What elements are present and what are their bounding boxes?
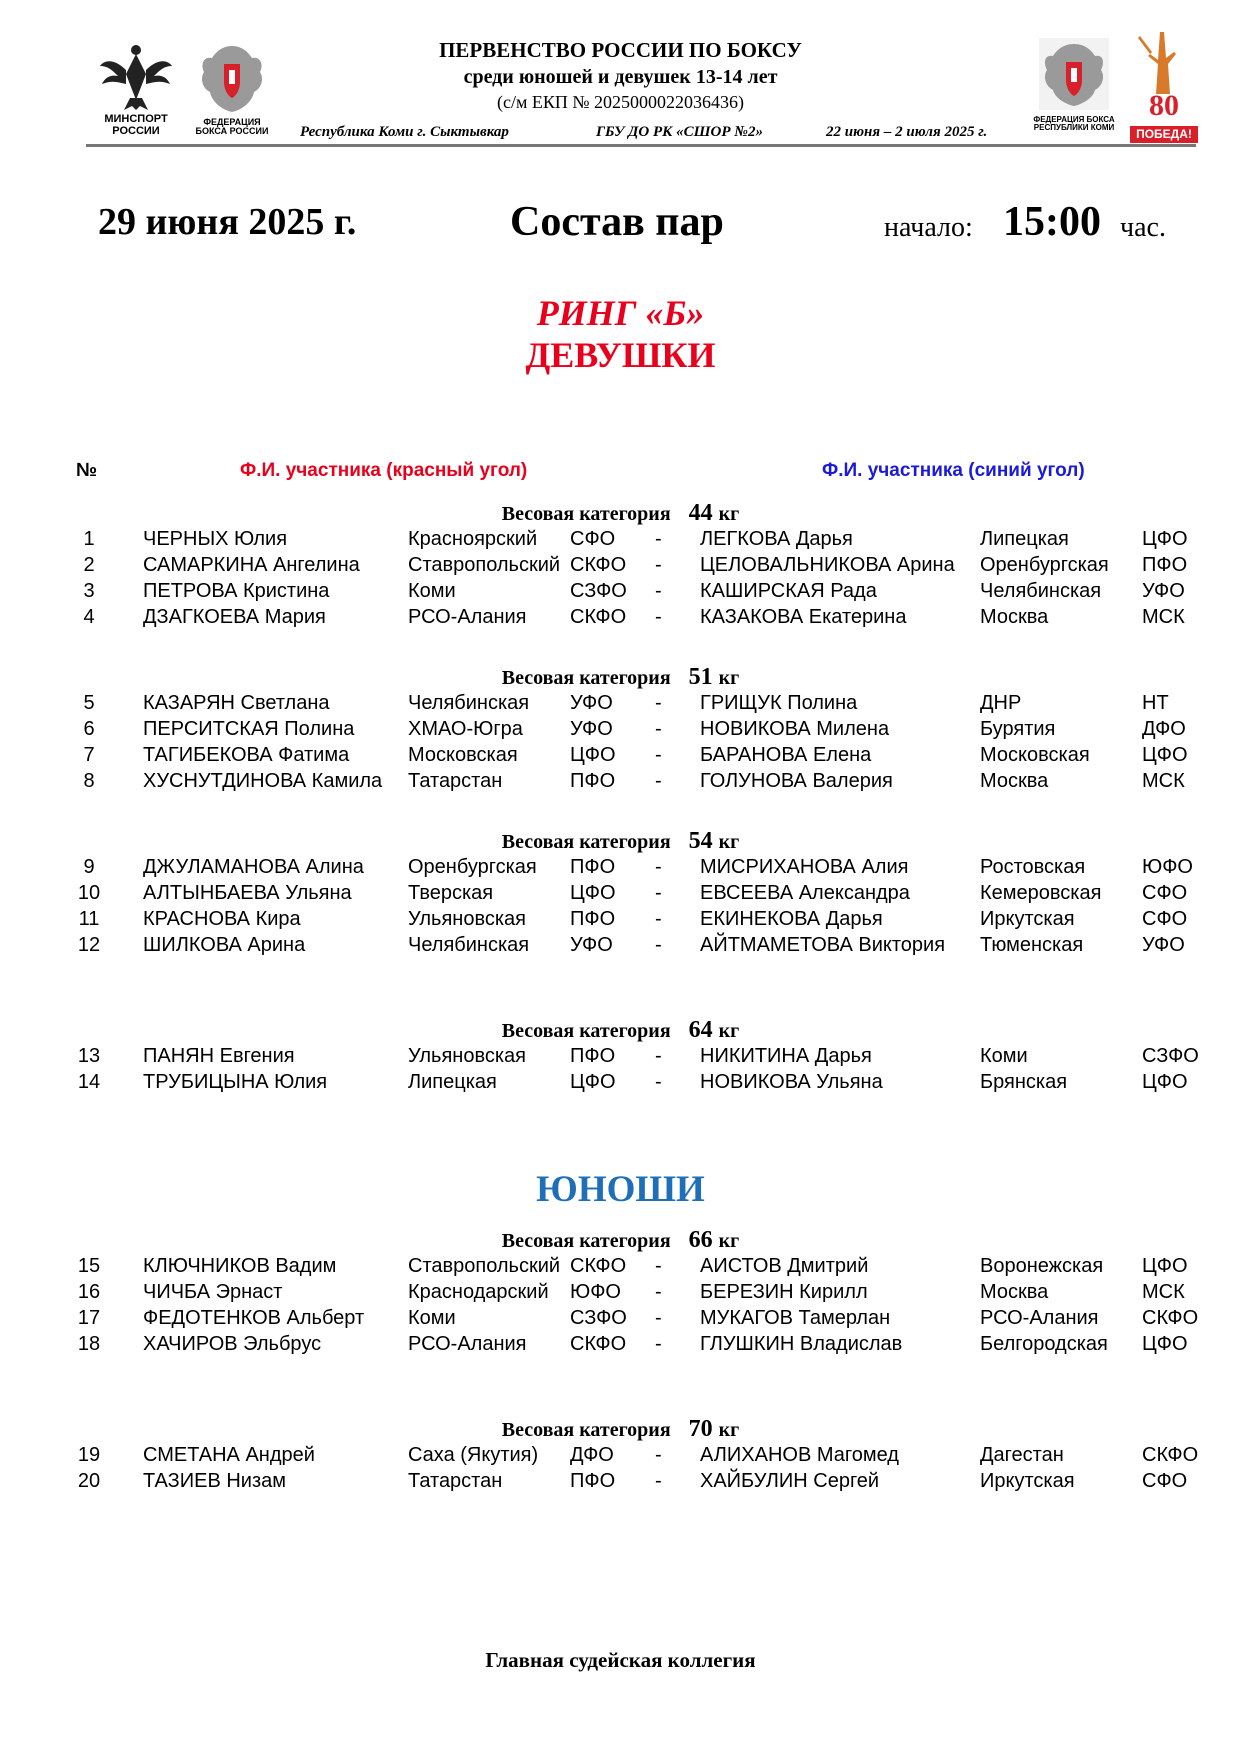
championship-subtitle: среди юношей и девушек 13-14 лет xyxy=(463,66,778,88)
weight-category-value: 44 xyxy=(688,500,713,526)
red-corner-name: ТРУБИЦЫНА Юлия xyxy=(143,1071,328,1093)
blue-corner-district: ЦФО xyxy=(1142,1333,1188,1355)
bout-number: 8 xyxy=(83,770,95,792)
red-corner-region: РСО-Алания xyxy=(408,606,527,628)
blue-corner-region: ДНР xyxy=(980,692,1022,714)
red-corner-name: КРАСНОВА Кира xyxy=(143,908,301,930)
vs-separator: - xyxy=(655,1444,662,1466)
red-corner-district: ПФО xyxy=(570,908,616,930)
vs-separator: - xyxy=(655,580,662,602)
red-corner-region: Тверская xyxy=(408,882,494,904)
red-corner-district: УФО xyxy=(570,934,613,956)
red-corner-name: ТАГИБЕКОВА Фатима xyxy=(143,744,350,766)
blue-corner-name: МУКАГОВ Тамерлан xyxy=(700,1307,891,1329)
blue-corner-name: АИСТОВ Дмитрий xyxy=(700,1255,869,1277)
vs-separator: - xyxy=(655,1333,662,1355)
bout-number: 6 xyxy=(83,718,95,740)
bout-number: 7 xyxy=(83,744,95,766)
blue-corner-district: НТ xyxy=(1142,692,1169,714)
page-title: Состав пар xyxy=(510,199,724,245)
bout-number: 1 xyxy=(83,528,95,550)
weight-category-value: 54 xyxy=(688,828,713,854)
red-corner-name: САМАРКИНА Ангелина xyxy=(143,554,360,576)
start-time: 15:00 xyxy=(1003,199,1101,245)
blue-corner-region: Дагестан xyxy=(980,1444,1064,1466)
bout-number: 11 xyxy=(78,908,100,930)
red-corner-district: ДФО xyxy=(570,1444,614,1466)
blue-corner-name: НОВИКОВА Ульяна xyxy=(700,1071,883,1093)
blue-corner-district: ЮФО xyxy=(1142,856,1193,878)
bout-row xyxy=(0,1307,1241,1333)
blue-corner-name: ГОЛУНОВА Валерия xyxy=(700,770,893,792)
vs-separator: - xyxy=(655,554,662,576)
komi-federation-caption: ФЕДЕРАЦИЯ БОКСА РЕСПУБЛИКИ КОМИ xyxy=(1033,115,1115,133)
red-corner-region: ХМАО-Югра xyxy=(408,718,523,740)
weight-category-label: Весовая категория xyxy=(501,1020,671,1042)
blue-corner-region: Москва xyxy=(980,606,1049,628)
bout-row xyxy=(0,528,1241,554)
weight-unit: кг xyxy=(718,1419,740,1441)
red-corner-district: СКФО xyxy=(570,1255,627,1277)
blue-corner-district: УФО xyxy=(1142,934,1185,956)
vs-separator: - xyxy=(655,1045,662,1067)
red-corner-district: ПФО xyxy=(570,1045,616,1067)
blue-corner-district: ЦФО xyxy=(1142,1071,1188,1093)
weight-category-label: Весовая категория xyxy=(501,667,671,689)
weight-category-label: Весовая категория xyxy=(501,1419,671,1441)
blue-corner-name: БАРАНОВА Елена xyxy=(700,744,872,766)
red-corner-district: СЗФО xyxy=(570,1307,627,1329)
weight-category-label: Весовая категория xyxy=(501,831,671,853)
minsport-caption: МИНСПОРТ РОССИИ xyxy=(104,113,168,137)
red-corner-district: ЦФО xyxy=(570,882,616,904)
bout-row xyxy=(0,554,1241,580)
weight-category-header xyxy=(0,1227,1241,1254)
blue-corner-region: Челябинская xyxy=(980,580,1102,602)
vs-separator: - xyxy=(655,692,662,714)
red-corner-name: ДЗАГКОЕВА Мария xyxy=(143,606,326,628)
ekp-number: (с/м ЕКП № 2025000022036436) xyxy=(496,92,745,112)
bout-row xyxy=(0,1045,1241,1071)
red-corner-name: ДЖУЛАМАНОВА Алина xyxy=(143,856,364,878)
blue-corner-district: УФО xyxy=(1142,580,1185,602)
bout-number: 14 xyxy=(77,1071,101,1093)
red-corner-name: СМЕТАНА Андрей xyxy=(143,1444,315,1466)
weight-unit: кг xyxy=(718,667,740,689)
blue-corner-region: Иркутская xyxy=(980,1470,1075,1492)
blue-corner-region: Коми xyxy=(980,1045,1028,1067)
bout-row xyxy=(0,718,1241,744)
blue-corner-region: Белгородская xyxy=(980,1333,1108,1355)
bout-row xyxy=(0,1255,1241,1281)
blue-corner-region: Бурятия xyxy=(980,718,1056,740)
blue-corner-name: ГЛУШКИН Владислав xyxy=(700,1333,903,1355)
bout-row xyxy=(0,1333,1241,1359)
competition-date: 29 июня 2025 г. xyxy=(98,201,357,243)
start-label: начало: xyxy=(884,212,973,243)
blue-corner-district: ДФО xyxy=(1142,718,1186,740)
red-corner-district: СЗФО xyxy=(570,580,627,602)
weight-category-value: 70 xyxy=(688,1416,713,1442)
red-corner-region: Липецкая xyxy=(408,1071,497,1093)
weight-unit: кг xyxy=(718,831,740,853)
bout-number: 15 xyxy=(77,1255,101,1277)
blue-corner-name: НИКИТИНА Дарья xyxy=(700,1045,872,1067)
vs-separator: - xyxy=(655,908,662,930)
vs-separator: - xyxy=(655,1071,662,1093)
weight-unit: кг xyxy=(718,1020,740,1042)
weight-category-value: 64 xyxy=(688,1017,713,1043)
venue-text: ГБУ ДО РК «СШОР №2» xyxy=(596,124,763,140)
bout-row xyxy=(0,580,1241,606)
vs-separator: - xyxy=(655,718,662,740)
weight-category-header xyxy=(0,1416,1241,1443)
vs-separator: - xyxy=(655,1281,662,1303)
red-corner-name: ФЕДОТЕНКОВ Альберт xyxy=(143,1307,365,1329)
vs-separator: - xyxy=(655,934,662,956)
bout-number: 18 xyxy=(77,1333,101,1355)
column-red-corner: Ф.И. участника (красный угол) xyxy=(240,460,528,481)
bout-number: 3 xyxy=(83,580,95,602)
vs-separator: - xyxy=(655,856,662,878)
blue-corner-district: СЗФО xyxy=(1142,1045,1199,1067)
blue-corner-region: Кемеровская xyxy=(980,882,1102,904)
federation-caption: ФЕДЕРАЦИЯ БОКСА РОССИИ xyxy=(195,117,269,137)
blue-corner-district: СФО xyxy=(1142,1470,1188,1492)
red-corner-region: Челябинская xyxy=(408,692,530,714)
blue-corner-region: Иркутская xyxy=(980,908,1075,930)
bout-row xyxy=(0,882,1241,908)
red-corner-district: СКФО xyxy=(570,554,627,576)
blue-corner-district: МСК xyxy=(1142,606,1185,628)
blue-corner-name: ЕКИНЕКОВА Дарья xyxy=(700,908,883,930)
location-text: Республика Коми г. Сыктывкар xyxy=(300,124,509,140)
weight-category-header xyxy=(0,828,1241,855)
blue-corner-region: Москва xyxy=(980,1281,1049,1303)
blue-corner-name: АЛИХАНОВ Магомед xyxy=(700,1444,899,1466)
red-corner-region: Ульяновская xyxy=(408,908,526,930)
red-corner-district: ПФО xyxy=(570,856,616,878)
red-corner-name: ЧЕРНЫХ Юлия xyxy=(143,528,288,550)
red-corner-region: Татарстан xyxy=(408,770,503,792)
red-corner-region: Ульяновская xyxy=(408,1045,526,1067)
bout-number: 4 xyxy=(83,606,95,628)
blue-corner-region: Москва xyxy=(980,770,1049,792)
vs-separator: - xyxy=(655,1307,662,1329)
bout-row xyxy=(0,770,1241,796)
bout-number: 19 xyxy=(77,1444,101,1466)
boys-section-title: ЮНОШИ xyxy=(536,1169,705,1210)
blue-corner-name: КАЗАКОВА Екатерина xyxy=(700,606,907,628)
bout-number: 13 xyxy=(77,1045,101,1067)
blue-corner-name: АЙТМАМЕТОВА Виктория xyxy=(700,934,946,956)
red-corner-region: Коми xyxy=(408,1307,456,1329)
weight-category-value: 66 xyxy=(688,1227,713,1253)
weight-category-label: Весовая категория xyxy=(501,503,671,525)
red-corner-district: СКФО xyxy=(570,606,627,628)
red-corner-name: ХАЧИРОВ Эльбрус xyxy=(143,1333,322,1355)
red-corner-district: УФО xyxy=(570,718,613,740)
weight-category-header xyxy=(0,664,1241,691)
red-corner-district: ЮФО xyxy=(570,1281,621,1303)
blue-corner-district: ЦФО xyxy=(1142,528,1188,550)
red-corner-district: ПФО xyxy=(570,770,616,792)
blue-corner-district: МСК xyxy=(1142,770,1185,792)
blue-corner-region: Московская xyxy=(980,744,1090,766)
weight-category-header xyxy=(0,500,1241,527)
red-corner-district: СФО xyxy=(570,528,616,550)
ring-name: РИНГ «Б» xyxy=(536,293,705,333)
red-corner-district: ПФО xyxy=(570,1470,616,1492)
bout-number: 16 xyxy=(77,1281,101,1303)
bout-number: 10 xyxy=(77,882,101,904)
event-dates-text: 22 июня – 2 июля 2025 г. xyxy=(826,124,988,140)
red-corner-name: ХУСНУТДИНОВА Камила xyxy=(143,770,383,792)
red-corner-region: Московская xyxy=(408,744,518,766)
blue-corner-name: БЕРЕЗИН Кирилл xyxy=(700,1281,868,1303)
bout-row xyxy=(0,744,1241,770)
victory-number: 80 xyxy=(1149,89,1179,122)
bout-row xyxy=(0,856,1241,882)
red-corner-name: ШИЛКОВА Арина xyxy=(143,934,306,956)
blue-corner-name: ХАЙБУЛИН Сергей xyxy=(700,1470,880,1492)
weight-category-label: Весовая категория xyxy=(501,1230,671,1252)
start-unit: час. xyxy=(1120,212,1166,243)
red-corner-region: РСО-Алания xyxy=(408,1333,527,1355)
red-corner-region: Коми xyxy=(408,580,456,602)
bout-number: 20 xyxy=(77,1470,101,1492)
bout-number: 12 xyxy=(77,934,101,956)
red-corner-district: ЦФО xyxy=(570,744,616,766)
vs-separator: - xyxy=(655,770,662,792)
bout-number: 9 xyxy=(83,856,95,878)
red-corner-region: Оренбургская xyxy=(408,856,537,878)
red-corner-district: УФО xyxy=(570,692,613,714)
vs-separator: - xyxy=(655,1470,662,1492)
blue-corner-region: Брянская xyxy=(980,1071,1068,1093)
vs-separator: - xyxy=(655,606,662,628)
blue-corner-district: ПФО xyxy=(1142,554,1188,576)
blue-corner-district: СКФО xyxy=(1142,1444,1199,1466)
blue-corner-district: ЦФО xyxy=(1142,744,1188,766)
judges-panel-footer: Главная судейская коллегия xyxy=(485,1648,756,1672)
red-corner-name: ПАНЯН Евгения xyxy=(143,1045,295,1067)
blue-corner-name: ЛЕГКОВА Дарья xyxy=(700,528,853,550)
blue-corner-name: МИСРИХАНОВА Алия xyxy=(700,856,909,878)
weight-unit: кг xyxy=(718,503,740,525)
red-corner-name: ПЕТРОВА Кристина xyxy=(143,580,330,602)
weight-category-value: 51 xyxy=(688,664,713,690)
bout-number: 17 xyxy=(77,1307,101,1329)
blue-corner-name: ЦЕЛОВАЛЬНИКОВА Арина xyxy=(700,554,955,576)
bout-row xyxy=(0,1071,1241,1097)
red-corner-region: Саха (Якутия) xyxy=(408,1444,539,1466)
bout-row xyxy=(0,934,1241,960)
column-number: № xyxy=(76,460,98,481)
red-corner-region: Татарстан xyxy=(408,1470,503,1492)
red-corner-name: КАЗАРЯН Светлана xyxy=(143,692,330,714)
vs-separator: - xyxy=(655,528,662,550)
red-corner-name: ТАЗИЕВ Низам xyxy=(143,1470,287,1492)
bout-number: 2 xyxy=(83,554,95,576)
red-corner-region: Ставропольский xyxy=(408,554,561,576)
bout-row xyxy=(0,606,1241,632)
red-corner-name: ЧИЧБА Эрнаст xyxy=(143,1281,283,1303)
blue-corner-district: СФО xyxy=(1142,882,1188,904)
victory-text: ПОБЕДА! xyxy=(1130,126,1198,143)
blue-corner-region: Липецкая xyxy=(980,528,1069,550)
blue-corner-region: Ростовская xyxy=(980,856,1086,878)
blue-corner-district: СКФО xyxy=(1142,1307,1199,1329)
bout-row xyxy=(0,1470,1241,1496)
bout-row xyxy=(0,692,1241,718)
red-corner-name: ПЕРСИТСКАЯ Полина xyxy=(143,718,355,740)
blue-corner-region: Тюменская xyxy=(980,934,1084,956)
red-corner-region: Ставропольский xyxy=(408,1255,561,1277)
red-corner-district: СКФО xyxy=(570,1333,627,1355)
blue-corner-district: СФО xyxy=(1142,908,1188,930)
red-corner-region: Краснодарский xyxy=(408,1281,549,1303)
red-corner-district: ЦФО xyxy=(570,1071,616,1093)
bout-row xyxy=(0,1444,1241,1470)
red-corner-region: Челябинская xyxy=(408,934,530,956)
blue-corner-name: ГРИЩУК Полина xyxy=(700,692,858,714)
column-blue-corner: Ф.И. участника (синий угол) xyxy=(822,460,1085,481)
blue-corner-name: КАШИРСКАЯ Рада xyxy=(700,580,877,602)
header-divider xyxy=(86,144,1196,147)
blue-corner-name: ЕВСЕЕВА Александра xyxy=(700,882,910,904)
girls-section-title: ДЕВУШКИ xyxy=(525,335,716,375)
vs-separator: - xyxy=(655,744,662,766)
blue-corner-region: Воронежская xyxy=(980,1255,1104,1277)
blue-corner-district: ЦФО xyxy=(1142,1255,1188,1277)
vs-separator: - xyxy=(655,882,662,904)
championship-title: ПЕРВЕНСТВО РОССИИ ПО БОКСУ xyxy=(439,38,802,62)
blue-corner-district: МСК xyxy=(1142,1281,1185,1303)
red-corner-region: Красноярский xyxy=(408,528,538,550)
vs-separator: - xyxy=(655,1255,662,1277)
bout-row xyxy=(0,1281,1241,1307)
bout-row xyxy=(0,908,1241,934)
red-corner-name: КЛЮЧНИКОВ Вадим xyxy=(143,1255,337,1277)
weight-category-header xyxy=(0,1017,1241,1044)
red-corner-name: АЛТЫНБАЕВА Ульяна xyxy=(143,882,352,904)
weight-unit: кг xyxy=(718,1230,740,1252)
blue-corner-name: НОВИКОВА Милена xyxy=(700,718,890,740)
blue-corner-region: РСО-Алания xyxy=(980,1307,1099,1329)
blue-corner-region: Оренбургская xyxy=(980,554,1109,576)
bout-number: 5 xyxy=(83,692,95,714)
